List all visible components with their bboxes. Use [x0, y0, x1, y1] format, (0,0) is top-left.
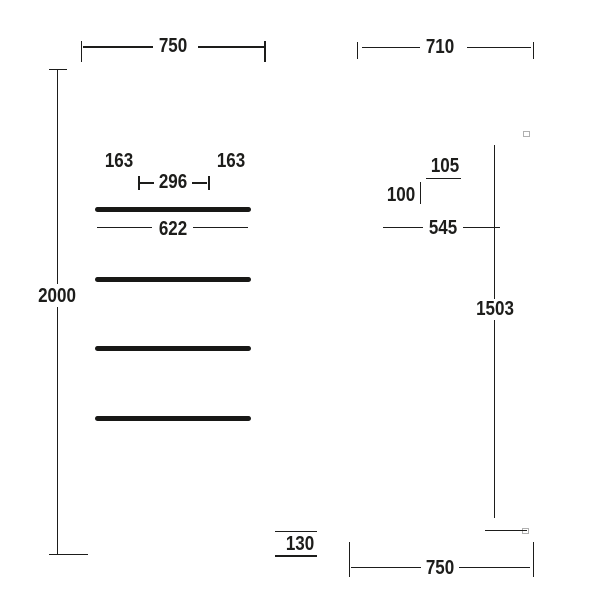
dim-line	[494, 145, 496, 299]
dim-line	[193, 227, 248, 229]
dim-label-shelf-offset-right: 163	[216, 150, 245, 172]
dim-line	[192, 182, 207, 184]
shelf-bar	[95, 207, 251, 212]
dim-line	[97, 227, 152, 229]
extension-tick	[81, 41, 83, 62]
extension-tick	[357, 42, 359, 59]
dim-label-shelf-inner-span: 296	[158, 170, 187, 193]
dim-label-side-upper-inset: 105	[430, 154, 459, 177]
dim-label-shelf-width: 622	[158, 217, 187, 240]
dim-line	[494, 320, 496, 518]
extension-tick	[533, 42, 535, 59]
vertex-marker-icon	[523, 131, 530, 137]
extension-tick	[349, 542, 351, 577]
dim-label-side-upper-spacing: 100	[386, 183, 415, 206]
dim-label-side-top-depth: 710	[425, 35, 455, 58]
dim-label-side-mid-depth: 545	[428, 216, 458, 239]
dim-line	[362, 47, 420, 49]
dim-line	[351, 567, 421, 569]
dim-label-front-height: 2000	[38, 284, 76, 307]
dim-label-side-height: 1503	[475, 298, 514, 320]
shelf-bar	[95, 416, 251, 421]
extension-tick	[208, 176, 210, 190]
dim-line	[140, 182, 154, 184]
shelf-bar	[95, 346, 251, 351]
dim-line	[57, 70, 59, 284]
extension-tick	[49, 554, 88, 556]
dim-label-front-top-width: 750	[158, 35, 187, 57]
dim-line	[57, 307, 59, 554]
extension-tick	[533, 542, 535, 577]
dim-line	[459, 567, 530, 569]
shelf-bar	[95, 277, 251, 282]
dim-line	[83, 46, 153, 48]
extension-tick	[264, 41, 266, 62]
extension-tick	[485, 530, 527, 532]
dim-line	[467, 47, 531, 49]
dim-line	[426, 178, 461, 180]
dim-line	[383, 227, 423, 229]
dim-label-side-plinth: 130	[285, 533, 314, 555]
dim-line	[198, 46, 264, 48]
dim-label-side-bottom-depth: 750	[425, 556, 455, 579]
extension-tick	[420, 182, 422, 205]
dim-label-shelf-offset-left: 163	[104, 150, 133, 172]
extension-tick	[275, 555, 317, 557]
